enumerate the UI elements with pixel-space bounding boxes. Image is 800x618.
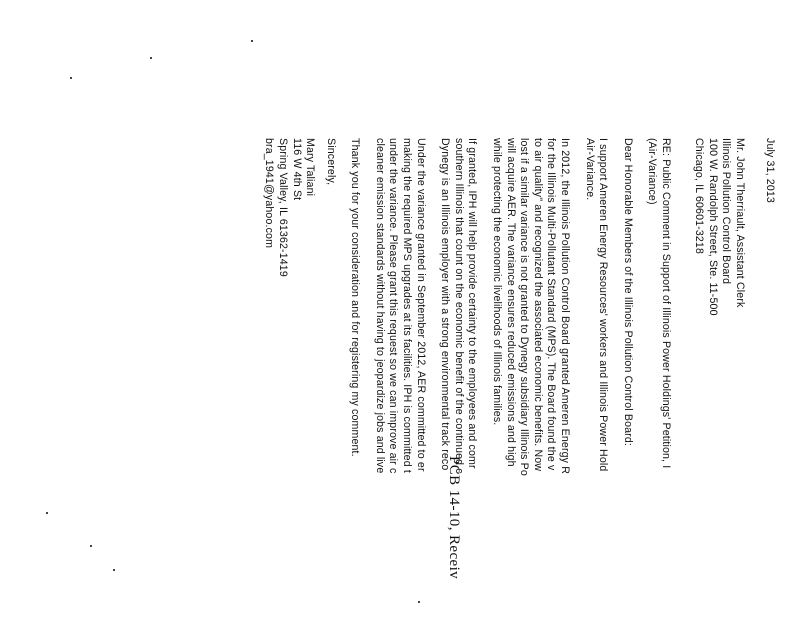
subject-text: RE: Public Comment in Support of Illinois Power Holdings' Petition, I (660, 138, 672, 469)
paragraph-line: to air quality" and recognized the associated economic benefits. Now (531, 138, 544, 472)
paragraph (372, 138, 426, 476)
scan-speck (418, 601, 420, 603)
recipient-line: Illinois Pollution Control Board (720, 138, 733, 285)
paragraph-line: Thank you for your consideration and for registering my comment. (349, 138, 362, 457)
paragraph-line: cleaner emission standards without having to jeopardize jobs and live (373, 138, 386, 474)
paragraph-line: while protecting the economic livelihoods of Illinois families. (491, 138, 504, 426)
paragraph-line: I support Ameren Energy Resources' workers and Illinois Power Hold (597, 138, 610, 472)
signature-line: Spring Valley, IL 61362-1419 (276, 138, 289, 277)
received-stamp: PCB 14-10, Receiv (446, 456, 462, 580)
paragraph-line: under the variance. Please grant this request so we can improve air c (387, 138, 400, 474)
recipient-line: 100 W. Randolph Street, Ste. 11-500 (706, 138, 719, 316)
recipient-address (692, 138, 746, 316)
letter-body (262, 138, 672, 476)
paragraph-line: Dynegy is an Illinois employer with a strong environmental track reco (439, 138, 452, 471)
paragraph-line: making the required MPS upgrades at its facilities. IPH is committed t (401, 138, 414, 473)
paragraph-line: Air-Variance. (583, 138, 596, 201)
scan-speck (90, 545, 92, 547)
signature-block (262, 138, 316, 476)
paragraph-line: southern Illinois that count on the economic benefit of the continued c (452, 138, 465, 474)
paragraph (348, 138, 362, 476)
scan-speck (46, 512, 48, 514)
signature-line: 116 W 4th St (290, 138, 303, 201)
paragraph-line: If granted, IPH will help provide certainty to the employees and comr (466, 138, 479, 469)
scan-speck (150, 57, 152, 59)
letter-date: July 31, 2013 (764, 138, 776, 203)
paragraph (438, 138, 479, 476)
scan-speck (251, 40, 253, 42)
signature-line: Mary Taliani (304, 138, 317, 197)
paragraph-line: will acquire AER. The variance ensures reduced emissions and high (504, 138, 517, 467)
paragraph (582, 138, 609, 476)
scan-speck (113, 569, 115, 571)
closing: Sincerely, (324, 138, 337, 186)
scan-speck (70, 77, 72, 79)
recipient-line: Chicago, IL 60601-3218 (693, 138, 706, 254)
subject-line (645, 138, 672, 476)
salutation: Dear Honorable Members of the Illinois Pollution Control Board: (621, 138, 634, 446)
recipient-line: Mr. John Therriault, Assistant Clerk (734, 138, 746, 308)
paragraph-line: lost if a similar variance is not granted to Dynegy subsidiary Illinois Po (518, 138, 531, 476)
paragraph (489, 138, 571, 476)
subject-text: (Air-Variance) (646, 138, 659, 205)
paragraph-line: In 2012, the Illinois Pollution Control Board granted Ameren Energy R (559, 138, 572, 475)
signature-line: bra_1941@yahoo.com (263, 138, 276, 249)
rotated-letter (156, 138, 776, 618)
paragraph-line: Under the variance granted in September 2012, AER committed to er (414, 138, 427, 472)
paragraph-line: for the Illinois Multi-Pollutant Standard (MPS). The Board found the v (545, 138, 558, 471)
